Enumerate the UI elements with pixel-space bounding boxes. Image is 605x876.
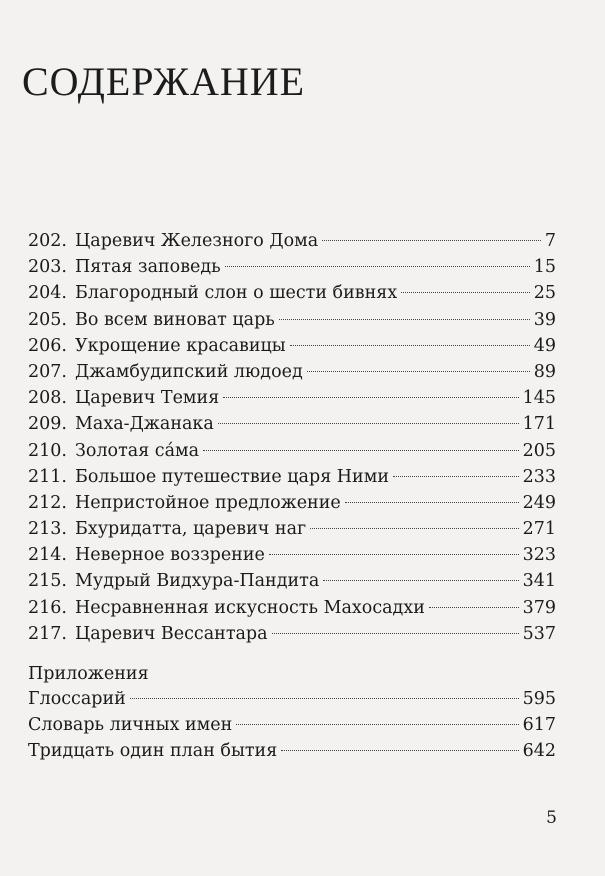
entry-title: Во всем виноват царь	[75, 309, 275, 330]
toc-entry[interactable]	[28, 490, 556, 516]
entry-page: 7	[544, 231, 556, 251]
table-of-contents	[28, 228, 556, 647]
dot-leader	[322, 240, 541, 241]
dot-leader	[281, 750, 518, 751]
entry-number: 204.	[28, 283, 67, 304]
entry-page: 15	[533, 257, 556, 278]
dot-leader	[225, 266, 530, 267]
toc-entry[interactable]	[28, 228, 556, 254]
entry-title: Непристойное предложение	[75, 492, 341, 513]
dot-leader	[401, 292, 530, 293]
entry-number: 216.	[28, 597, 67, 618]
entry-number: 212.	[28, 492, 67, 513]
entry-title: Благородный слон о шести бивнях	[75, 283, 398, 304]
entry-page: 642	[522, 741, 556, 762]
entry-page: 617	[522, 715, 556, 736]
toc-entry[interactable]	[28, 280, 556, 306]
entry-title: Тридцать один план бытия	[28, 741, 278, 762]
entry-number: 214.	[28, 545, 67, 566]
dot-leader	[429, 607, 519, 608]
dot-leader	[223, 397, 518, 398]
entry-number: 210.	[28, 440, 67, 461]
entry-title: Глоссарий	[28, 689, 126, 709]
dot-leader	[323, 580, 518, 581]
entry-page: 271	[522, 519, 556, 540]
dot-leader	[279, 319, 530, 320]
entry-page: 205	[522, 440, 556, 461]
entry-page: 537	[522, 623, 556, 644]
entry-page: 89	[533, 361, 556, 382]
page-number: 5	[546, 808, 557, 828]
toc-entry[interactable]	[28, 307, 556, 333]
entry-title: Царевич Вессантара	[75, 623, 268, 644]
toc-entry[interactable]	[28, 464, 556, 490]
dot-leader	[393, 476, 519, 477]
entry-page: 379	[522, 597, 556, 618]
toc-entry[interactable]	[28, 385, 556, 411]
entry-title: Джамбудипский людоед	[75, 361, 303, 382]
toc-entry[interactable]	[28, 333, 556, 359]
entry-title: Большое путешествие царя Ними	[75, 466, 390, 487]
entry-page: 595	[522, 689, 556, 709]
entry-title: Мудрый Видхура-Пандита	[75, 571, 320, 592]
entry-number: 217.	[28, 623, 67, 644]
toc-entry[interactable]	[28, 595, 556, 621]
entry-number: 207.	[28, 361, 67, 382]
toc-entry[interactable]	[28, 568, 556, 594]
entry-number: 208.	[28, 388, 67, 409]
appendix-entry[interactable]	[28, 686, 556, 712]
dot-leader	[345, 502, 519, 503]
entry-page: 249	[522, 492, 556, 513]
toc-entry[interactable]	[28, 516, 556, 542]
dot-leader	[269, 554, 519, 555]
toc-entry[interactable]	[28, 254, 556, 280]
entry-page: 323	[522, 545, 556, 566]
dot-leader	[272, 633, 519, 634]
entry-page: 145	[522, 388, 556, 409]
toc-entry[interactable]	[28, 411, 556, 437]
entry-title: Словарь личных имен	[28, 715, 233, 736]
appendix-entry[interactable]	[28, 738, 556, 764]
dot-leader	[307, 371, 530, 372]
entry-title: Бхуридатта, царевич наг	[75, 519, 307, 540]
entry-page: 171	[522, 414, 556, 435]
appendix-list	[28, 686, 556, 765]
entry-title: Маха-Джанака	[75, 414, 214, 435]
entry-number: 205.	[28, 309, 67, 330]
entry-page: 233	[522, 466, 556, 487]
entry-number: 215.	[28, 571, 67, 592]
entry-page: 341	[522, 571, 556, 592]
toc-entry[interactable]	[28, 542, 556, 568]
entry-title: Неверное воззрение	[75, 545, 265, 566]
dot-leader	[236, 724, 518, 725]
entry-title: Золотая са́ма	[75, 440, 200, 461]
entry-page: 25	[533, 283, 556, 304]
dot-leader	[290, 345, 530, 346]
dot-leader	[203, 450, 519, 451]
appendix-entry[interactable]	[28, 712, 556, 738]
entry-number: 211.	[28, 466, 67, 487]
entry-title: Царевич Железного Дома	[75, 231, 319, 251]
entry-number: 209.	[28, 414, 67, 435]
dot-leader	[130, 698, 519, 699]
entry-title: Царевич Темия	[75, 388, 220, 409]
dot-leader	[310, 528, 518, 529]
dot-leader	[218, 423, 519, 424]
entry-title: Укрощение красавицы	[75, 335, 286, 356]
entry-title: Пятая заповедь	[75, 257, 221, 278]
toc-entry[interactable]	[28, 359, 556, 385]
entry-page: 39	[533, 309, 556, 330]
entry-number: 213.	[28, 519, 67, 540]
appendix-heading: Приложения	[28, 664, 149, 684]
entry-number: 202.	[28, 231, 67, 251]
toc-entry[interactable]	[28, 438, 556, 464]
entry-title: Несравненная искусность Махосадхи	[75, 597, 425, 618]
toc-entry[interactable]	[28, 621, 556, 647]
entry-page: 49	[533, 335, 556, 356]
entry-number: 203.	[28, 257, 67, 278]
entry-number: 206.	[28, 335, 67, 356]
page-title: СОДЕРЖАНИЕ	[22, 59, 306, 104]
